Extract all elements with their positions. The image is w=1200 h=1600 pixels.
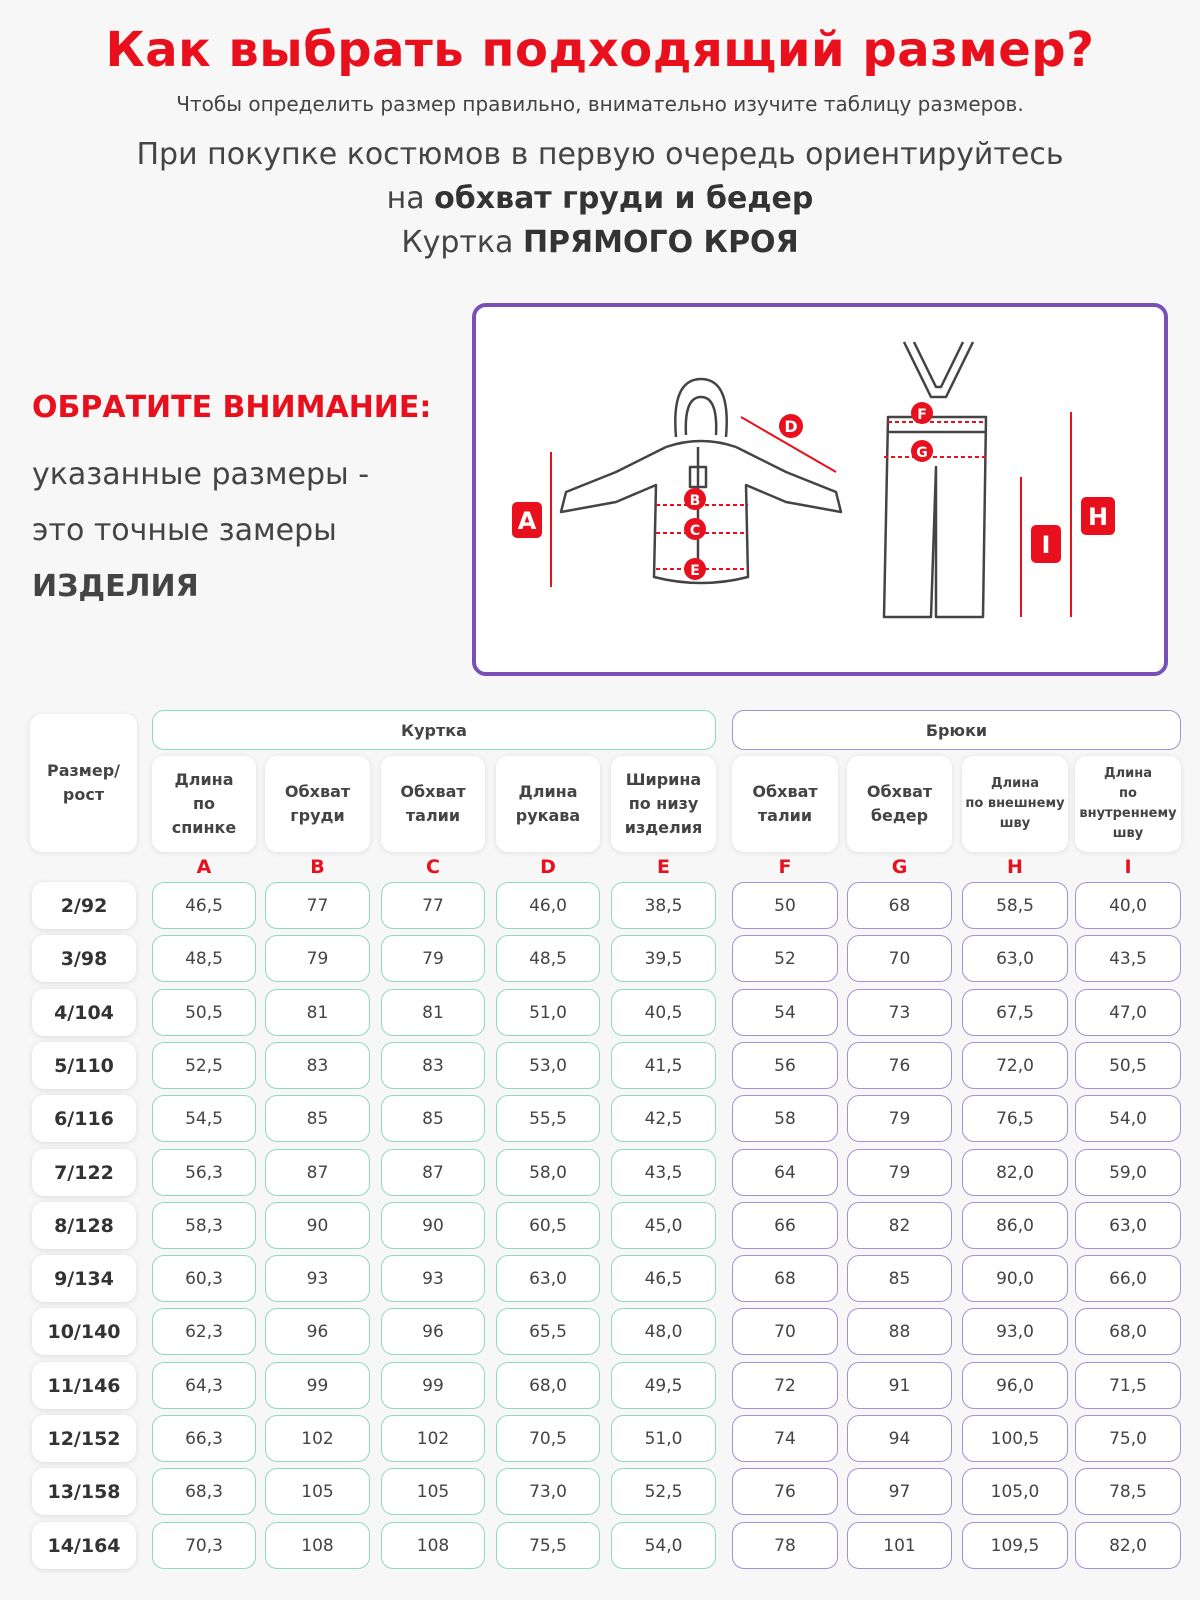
- hint-bold: обхват груди и бедер: [434, 181, 814, 216]
- cut-prefix: Куртка: [401, 225, 523, 260]
- label-d: D: [784, 417, 798, 436]
- column-letter-a: A: [196, 856, 212, 878]
- column-header-a: Длина по спинке: [152, 756, 256, 852]
- value-cell-b: 83: [265, 1042, 370, 1089]
- label-a: A: [517, 507, 537, 535]
- value-cell-g: 79: [847, 1149, 952, 1196]
- value-cell-c: 87: [381, 1149, 485, 1196]
- value-cell-h: 82,0: [962, 1149, 1068, 1196]
- value-cell-g: 101: [847, 1522, 952, 1569]
- value-cell-f: 52: [732, 935, 838, 982]
- value-cell-h: 100,5: [962, 1415, 1068, 1462]
- page-title: Как выбрать подходящий размер?: [105, 22, 1095, 78]
- value-cell-b: 105: [265, 1468, 370, 1515]
- value-cell-c: 99: [381, 1362, 485, 1409]
- label-i: I: [1041, 531, 1051, 559]
- column-header-g: Обхват бедер: [847, 756, 952, 852]
- value-cell-d: 46,0: [496, 882, 600, 929]
- value-cell-d: 63,0: [496, 1255, 600, 1302]
- value-cell-c: 79: [381, 935, 485, 982]
- column-header-i: Длина по внутреннему шву: [1075, 756, 1181, 852]
- value-cell-c: 83: [381, 1042, 485, 1089]
- value-cell-f: 74: [732, 1415, 838, 1462]
- value-cell-d: 48,5: [496, 935, 600, 982]
- size-cell: 14/164: [32, 1522, 136, 1569]
- column-letter-e: E: [657, 856, 670, 878]
- value-cell-f: 58: [732, 1095, 838, 1142]
- size-cell: 5/110: [32, 1042, 136, 1089]
- value-cell-d: 58,0: [496, 1149, 600, 1196]
- value-cell-b: 77: [265, 882, 370, 929]
- value-cell-a: 56,3: [152, 1149, 256, 1196]
- size-cell: 3/98: [32, 935, 136, 982]
- label-b: B: [689, 493, 701, 509]
- value-cell-g: 91: [847, 1362, 952, 1409]
- value-cell-i: 75,0: [1075, 1415, 1181, 1462]
- pants-group-header: Брюки: [732, 710, 1181, 750]
- value-cell-b: 81: [265, 989, 370, 1036]
- value-cell-f: 54: [732, 989, 838, 1036]
- value-cell-g: 85: [847, 1255, 952, 1302]
- value-cell-g: 76: [847, 1042, 952, 1089]
- value-cell-a: 48,5: [152, 935, 256, 982]
- column-header-h: Длина по внешнему шву: [962, 756, 1068, 852]
- value-cell-a: 46,5: [152, 882, 256, 929]
- value-cell-h: 76,5: [962, 1095, 1068, 1142]
- value-cell-f: 50: [732, 882, 838, 929]
- column-header-e: Ширина по низу изделия: [611, 756, 716, 852]
- value-cell-d: 53,0: [496, 1042, 600, 1089]
- value-cell-c: 85: [381, 1095, 485, 1142]
- value-cell-e: 46,5: [611, 1255, 716, 1302]
- value-cell-h: 86,0: [962, 1202, 1068, 1249]
- value-cell-f: 76: [732, 1468, 838, 1515]
- column-letter-i: I: [1124, 856, 1132, 878]
- value-cell-c: 90: [381, 1202, 485, 1249]
- notice-line1: указанные размеры -: [32, 457, 370, 492]
- value-cell-e: 39,5: [611, 935, 716, 982]
- value-cell-i: 63,0: [1075, 1202, 1181, 1249]
- value-cell-e: 40,5: [611, 989, 716, 1036]
- value-cell-c: 96: [381, 1308, 485, 1355]
- value-cell-f: 72: [732, 1362, 838, 1409]
- value-cell-f: 56: [732, 1042, 838, 1089]
- label-f: F: [917, 407, 927, 423]
- value-cell-a: 70,3: [152, 1522, 256, 1569]
- column-letter-c: C: [426, 856, 440, 878]
- hint-line2: [0, 177, 1200, 221]
- value-cell-a: 50,5: [152, 989, 256, 1036]
- jacket-outline: [561, 379, 841, 583]
- measure-lines: [551, 412, 1071, 617]
- value-cell-c: 93: [381, 1255, 485, 1302]
- value-cell-b: 96: [265, 1308, 370, 1355]
- cut-bold: ПРЯМОГО КРОЯ: [522, 225, 799, 260]
- pants-outline: [884, 342, 986, 617]
- size-header: Размер/ рост: [30, 714, 137, 852]
- hint: [0, 133, 1200, 221]
- value-cell-f: 70: [732, 1308, 838, 1355]
- label-e: E: [690, 563, 700, 579]
- value-cell-i: 54,0: [1075, 1095, 1181, 1142]
- value-cell-e: 52,5: [611, 1468, 716, 1515]
- size-cell: 13/158: [32, 1468, 136, 1515]
- value-cell-b: 93: [265, 1255, 370, 1302]
- value-cell-i: 82,0: [1075, 1522, 1181, 1569]
- value-cell-a: 60,3: [152, 1255, 256, 1302]
- value-cell-f: 66: [732, 1202, 838, 1249]
- value-cell-a: 66,3: [152, 1415, 256, 1462]
- size-cell: 4/104: [32, 989, 136, 1036]
- column-letter-f: F: [778, 856, 792, 878]
- notice-line3: ИЗДЕЛИЯ: [32, 569, 199, 604]
- value-cell-e: 45,0: [611, 1202, 716, 1249]
- value-cell-h: 67,5: [962, 989, 1068, 1036]
- value-cell-d: 55,5: [496, 1095, 600, 1142]
- cut-type: [0, 225, 1200, 260]
- size-cell: 9/134: [32, 1255, 136, 1302]
- size-cell: 7/122: [32, 1149, 136, 1196]
- value-cell-b: 102: [265, 1415, 370, 1462]
- value-cell-g: 73: [847, 989, 952, 1036]
- value-cell-d: 51,0: [496, 989, 600, 1036]
- value-cell-d: 65,5: [496, 1308, 600, 1355]
- column-letter-b: B: [310, 856, 325, 878]
- value-cell-g: 68: [847, 882, 952, 929]
- value-cell-g: 79: [847, 1095, 952, 1142]
- value-cell-h: 109,5: [962, 1522, 1068, 1569]
- label-g: G: [916, 445, 928, 461]
- value-cell-c: 81: [381, 989, 485, 1036]
- label-h: H: [1087, 503, 1109, 531]
- value-cell-b: 87: [265, 1149, 370, 1196]
- value-cell-g: 97: [847, 1468, 952, 1515]
- column-header-d: Длина рукава: [496, 756, 600, 852]
- measurement-diagram: [472, 303, 1168, 676]
- value-cell-g: 82: [847, 1202, 952, 1249]
- label-c: C: [689, 523, 701, 539]
- value-cell-d: 68,0: [496, 1362, 600, 1409]
- value-cell-d: 70,5: [496, 1415, 600, 1462]
- value-cell-h: 93,0: [962, 1308, 1068, 1355]
- value-cell-a: 58,3: [152, 1202, 256, 1249]
- value-cell-a: 64,3: [152, 1362, 256, 1409]
- value-cell-e: 49,5: [611, 1362, 716, 1409]
- size-cell: 10/140: [32, 1308, 136, 1355]
- value-cell-b: 108: [265, 1522, 370, 1569]
- value-cell-i: 66,0: [1075, 1255, 1181, 1302]
- value-cell-i: 78,5: [1075, 1468, 1181, 1515]
- value-cell-i: 50,5: [1075, 1042, 1181, 1089]
- value-cell-h: 72,0: [962, 1042, 1068, 1089]
- value-cell-a: 54,5: [152, 1095, 256, 1142]
- column-header-b: Обхват груди: [265, 756, 370, 852]
- value-cell-e: 38,5: [611, 882, 716, 929]
- value-cell-h: 90,0: [962, 1255, 1068, 1302]
- garment-illustration: [476, 307, 1164, 672]
- value-cell-i: 68,0: [1075, 1308, 1181, 1355]
- value-cell-g: 94: [847, 1415, 952, 1462]
- column-header-c: Обхват талии: [381, 756, 485, 852]
- value-cell-e: 41,5: [611, 1042, 716, 1089]
- value-cell-g: 88: [847, 1308, 952, 1355]
- jacket-group-header: Куртка: [152, 710, 716, 750]
- value-cell-e: 42,5: [611, 1095, 716, 1142]
- hint-prefix: на: [386, 181, 435, 216]
- column-letter-d: D: [540, 856, 556, 878]
- notice-line2: это точные замеры: [32, 513, 337, 548]
- value-cell-e: 43,5: [611, 1149, 716, 1196]
- value-cell-e: 51,0: [611, 1415, 716, 1462]
- size-cell: 2/92: [32, 882, 136, 929]
- value-cell-i: 40,0: [1075, 882, 1181, 929]
- value-cell-b: 85: [265, 1095, 370, 1142]
- size-cell: 12/152: [32, 1415, 136, 1462]
- value-cell-a: 68,3: [152, 1468, 256, 1515]
- value-cell-a: 62,3: [152, 1308, 256, 1355]
- size-cell: 8/128: [32, 1202, 136, 1249]
- column-letter-g: G: [891, 856, 908, 878]
- value-cell-e: 54,0: [611, 1522, 716, 1569]
- value-cell-h: 96,0: [962, 1362, 1068, 1409]
- value-cell-d: 73,0: [496, 1468, 600, 1515]
- value-cell-b: 99: [265, 1362, 370, 1409]
- size-cell: 6/116: [32, 1095, 136, 1142]
- value-cell-f: 78: [732, 1522, 838, 1569]
- value-cell-f: 68: [732, 1255, 838, 1302]
- notice-block: [32, 390, 462, 615]
- value-cell-i: 47,0: [1075, 989, 1181, 1036]
- value-cell-c: 105: [381, 1468, 485, 1515]
- value-cell-h: 58,5: [962, 882, 1068, 929]
- subtitle: Чтобы определить размер правильно, внимательно изучите таблицу размеров.: [176, 92, 1024, 116]
- value-cell-f: 64: [732, 1149, 838, 1196]
- value-cell-g: 70: [847, 935, 952, 982]
- value-cell-i: 43,5: [1075, 935, 1181, 982]
- column-header-f: Обхват талии: [732, 756, 838, 852]
- value-cell-c: 102: [381, 1415, 485, 1462]
- value-cell-i: 59,0: [1075, 1149, 1181, 1196]
- value-cell-d: 75,5: [496, 1522, 600, 1569]
- size-cell: 11/146: [32, 1362, 136, 1409]
- value-cell-a: 52,5: [152, 1042, 256, 1089]
- notice-title: ОБРАТИТЕ ВНИМАНИЕ:: [32, 390, 432, 425]
- value-cell-i: 71,5: [1075, 1362, 1181, 1409]
- value-cell-c: 77: [381, 882, 485, 929]
- value-cell-c: 108: [381, 1522, 485, 1569]
- measure-badges: [512, 402, 1115, 580]
- value-cell-b: 90: [265, 1202, 370, 1249]
- value-cell-b: 79: [265, 935, 370, 982]
- value-cell-d: 60,5: [496, 1202, 600, 1249]
- value-cell-h: 63,0: [962, 935, 1068, 982]
- value-cell-e: 48,0: [611, 1308, 716, 1355]
- value-cell-h: 105,0: [962, 1468, 1068, 1515]
- hint-line1: При покупке костюмов в первую очередь ориентируйтесь: [136, 137, 1064, 172]
- column-letter-h: H: [1007, 856, 1023, 878]
